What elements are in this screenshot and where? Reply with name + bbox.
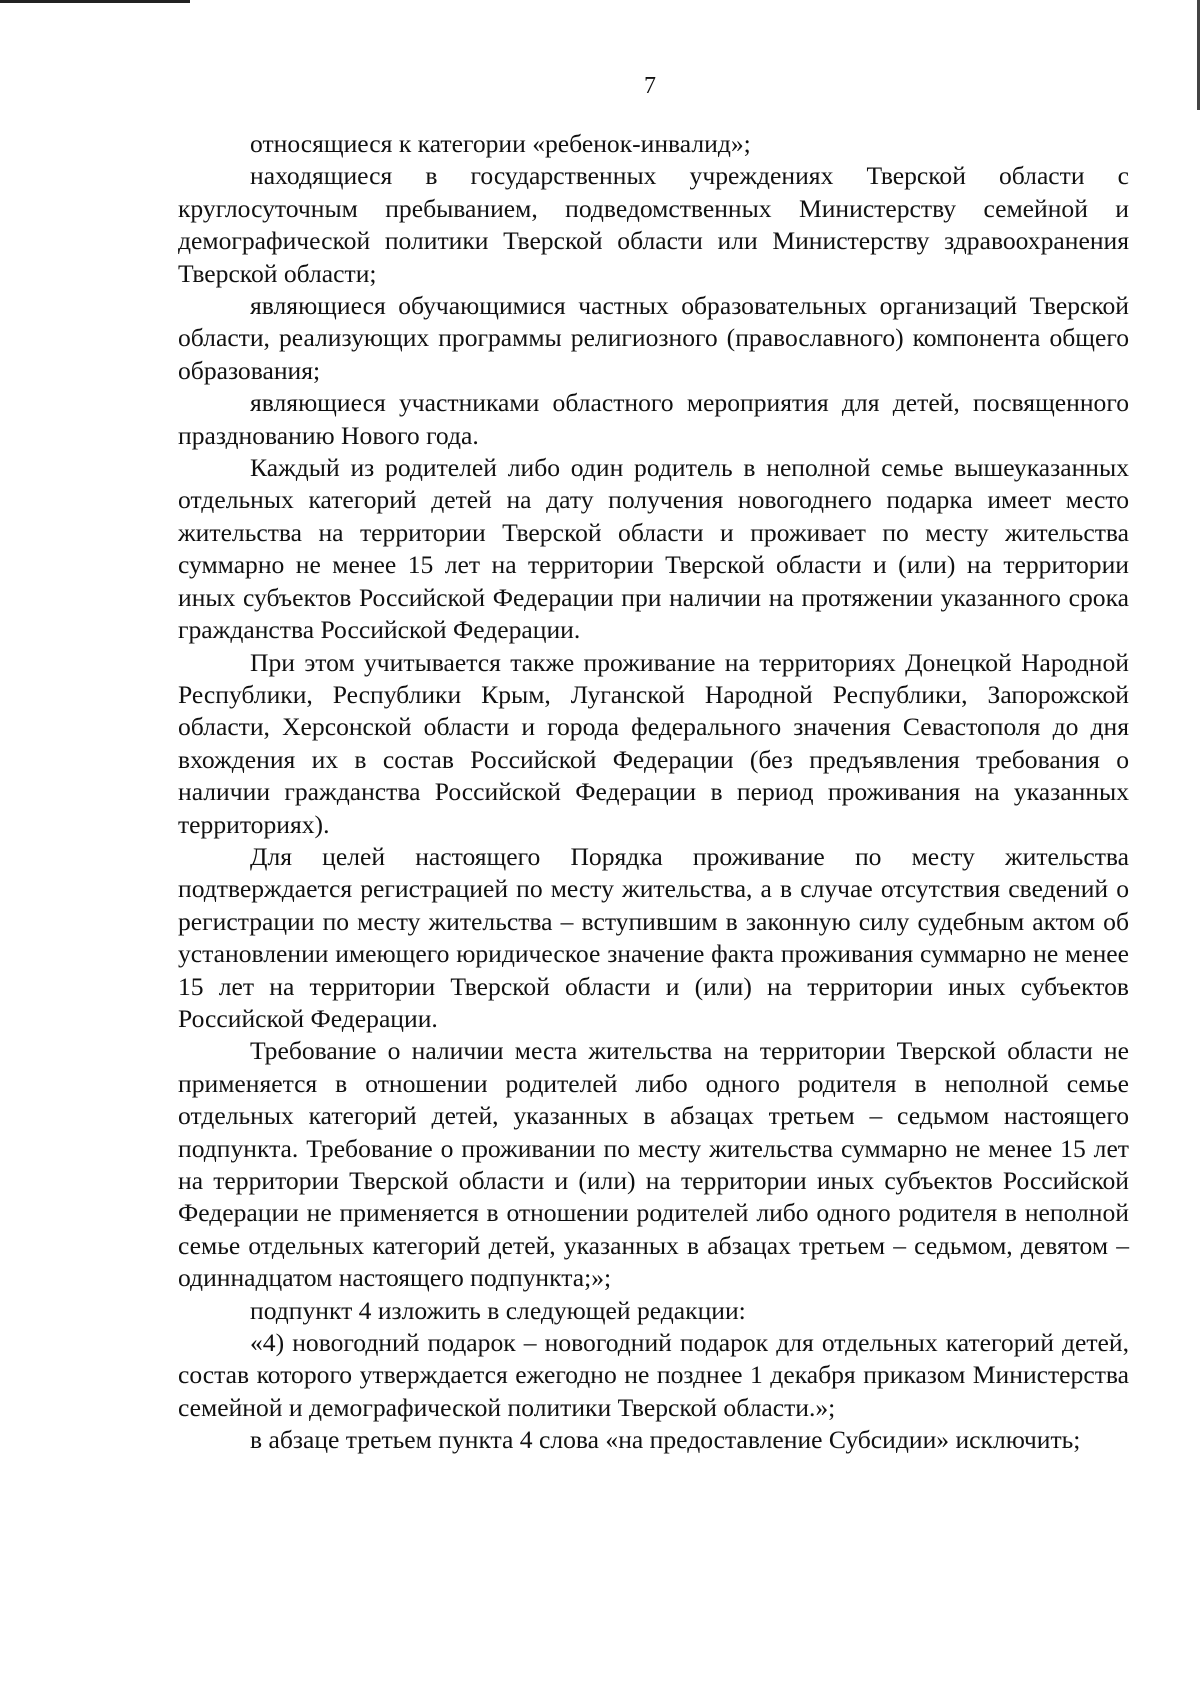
paragraph-8: Требование о наличии места жительства на территории Тверской области не применяется в отношении родителей либо одного родителя в неполной семье отдельных категорий детей, указанных в абзацах третьем – седьмом настоящего подпункта. Требование о проживании по месту жительства суммарно не менее 15 лет на территории Тверской области и (или) на территории иных субъектов Российской Федерации не применяется в отношении родителей либо одного родителя в неполной семье отдельных категорий детей, указанных в абзацах третьем – седьмом, девятом – одиннадцатом настоящего подпункта;»; bbox=[178, 1036, 1129, 1293]
paragraph-9: подпункт 4 изложить в следующей редакции: bbox=[250, 1295, 746, 1325]
paragraph-6: При этом учитывается также проживание на территориях Донецкой Народной Республики, Республики Крым, Луганской Народной Республики, Запорожской области, Херсонской области и города федерального значения Севастополя до дня вхождения их в состав Российской Федерации (без предъявления требования о наличии гражданства Российской Федерации в период проживания на указанных территориях). bbox=[178, 647, 1129, 839]
document-body bbox=[178, 128, 1129, 1457]
paragraph-4: являющиеся участниками областного мероприятия для детей, посвященного празднованию Нового года. bbox=[178, 388, 1129, 450]
page-number: 7 bbox=[644, 73, 656, 99]
paragraph-3: являющиеся обучающимися частных образовательных организаций Тверской области, реализующих программы религиозного (православного) компонента общего образования; bbox=[178, 291, 1129, 385]
paragraph-5: Каждый из родителей либо один родитель в неполной семье вышеуказанных отдельных категорий детей на дату получения новогоднего подарка имеет место жительства на территории Тверской области и проживает по месту жительства суммарно не менее 15 лет на территории Тверской области и (или) на территории иных субъектов Российской Федерации при наличии на протяжении указанного срока гражданства Российской Федерации. bbox=[178, 453, 1129, 645]
scan-edge-top bbox=[0, 0, 190, 3]
paragraph-1: относящиеся к категории «ребенок-инвалид»; bbox=[250, 129, 751, 158]
paragraph-2: находящиеся в государственных учреждениях Тверской области с круглосуточным пребыванием, подведомственных Министерству семейной и демографической политики Тверской области или Министерству здравоохранения Тверской области; bbox=[178, 161, 1129, 288]
paragraph-7: Для целей настоящего Порядка проживание по месту жительства подтверждается регистрацией по месту жительства, а в случае отсутствия сведений о регистрации по месту жительства – вступившим в законную силу судебным актом об установлении имеющего юридическое значение факта проживания суммарно не менее 15 лет на территории Тверской области и (или) на территории иных субъектов Российской Федерации. bbox=[178, 841, 1129, 1033]
paragraph-11: в абзаце третьем пункта 4 слова «на предоставление Субсидии» исключить; bbox=[250, 1425, 1081, 1455]
paragraph-10: «4) новогодний подарок – новогодний подарок для отдельных категорий детей, состав которого утверждается ежегодно не позднее 1 декабря приказом Министерства семейной и демографической политики Тверской области.»; bbox=[178, 1328, 1129, 1422]
